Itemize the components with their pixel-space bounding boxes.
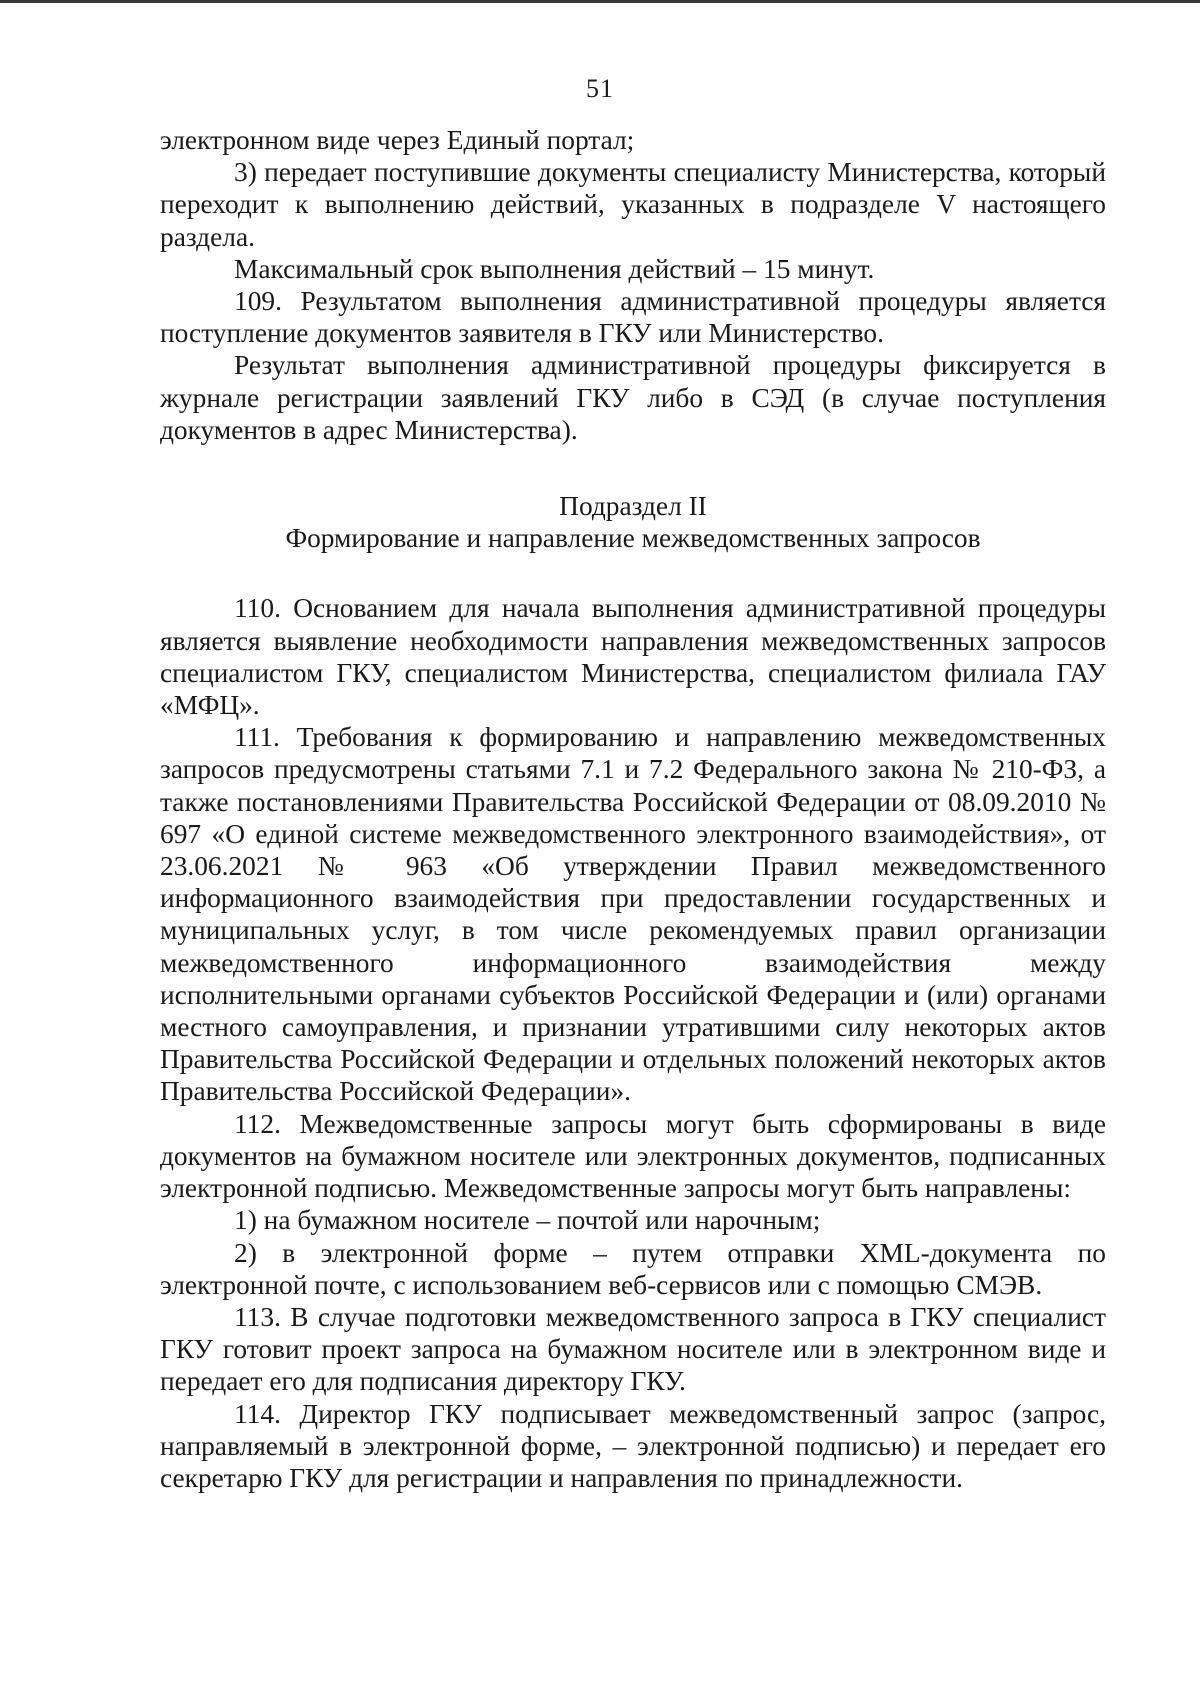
paragraph-p112: 112. Межведомственные запросы могут быть сформированы в виде документов на бумажном носителе или электронных документов, подписанных электронной подписью. Межведомственные запросы могут быть направлены: (160, 1108, 1106, 1204)
paragraph-p114: 114. Директор ГКУ подписывает межведомственный запрос (запрос, направляемый в электронной форме, – электронной подписью) и передает его секретарю ГКУ для регистрации и направления по принадлежности. (160, 1398, 1106, 1493)
paragraph-p109: 109. Результатом выполнения административной процедуры является поступление документов заявителя в ГКУ или Министерство. (160, 286, 1106, 349)
paragraph-p112-1: 1) на бумажном носителе – почтой или нарочным; (234, 1205, 821, 1236)
subsection-label: Подраздел II (559, 491, 707, 522)
paragraphs-before-subsection (160, 124, 1106, 446)
paragraph-cont: электронном виде через Единый портал; (160, 125, 635, 155)
page-number: 51 (586, 74, 614, 103)
paragraph-result: Результат выполнения административной процедуры фиксируется в журнале регистрации заявлений ГКУ либо в СЭД (в случае поступления документов в адрес Министерства). (160, 350, 1106, 445)
paragraph-item3: 3) передает поступившие документы специалисту Министерства, который переходит к выполнению действий, указанных в подразделе V настоящего раздела. (160, 157, 1106, 252)
paragraph-p112-2: 2) в электронной форме – путем отправки XML-документа по электронной почте, с использованием веб-сервисов или с помощью СМЭВ. (160, 1237, 1106, 1300)
paragraph-p111: 111. Требования к формированию и направлению межведомственных запросов предусмотрены статьями 7.1 и 7.2 Федерального закона № 210-ФЗ, а также постановлениями Правительства Российской Федерации от 08.09.2010 № 697 «О единой системе межведомственного электронного взаимодействия», от 23.06.2021 № 963 «Об утверждении Правил межведомственного информационного взаимодействия при предоставлении государственных и муниципальных услуг, в том числе рекомендуемых правил организации межведомственного информационного взаимодействия между исполнительными органами субъектов Российской Федерации и (или) органами местного самоуправления, и признании утратившими силу некоторых актов Правительства Российской Федерации и отдельных положений некоторых актов Правительства Российской Федерации». (160, 722, 1106, 1107)
paragraph-p110: 110. Основанием для начала выполнения административной процедуры является выявление необходимости направления межведомственных запросов специалистом ГКУ, специалистом Министерства, специалистом филиала ГАУ «МФЦ». (160, 593, 1106, 721)
subsection-title: Формирование и направление межведомственных запросов (285, 523, 981, 554)
paragraph-p113: 113. В случае подготовки межведомственного запроса в ГКУ специалист ГКУ готовит проект запроса на бумажном носителе или в электронном виде и передает его для подписания директору ГКУ. (160, 1301, 1106, 1397)
paragraphs-after-subsection (160, 592, 1106, 1494)
paragraph-max-time: Максимальный срок выполнения действий – 15 минут. (234, 253, 875, 284)
document-body (160, 124, 1106, 1494)
scan-top-edge (0, 0, 1200, 3)
